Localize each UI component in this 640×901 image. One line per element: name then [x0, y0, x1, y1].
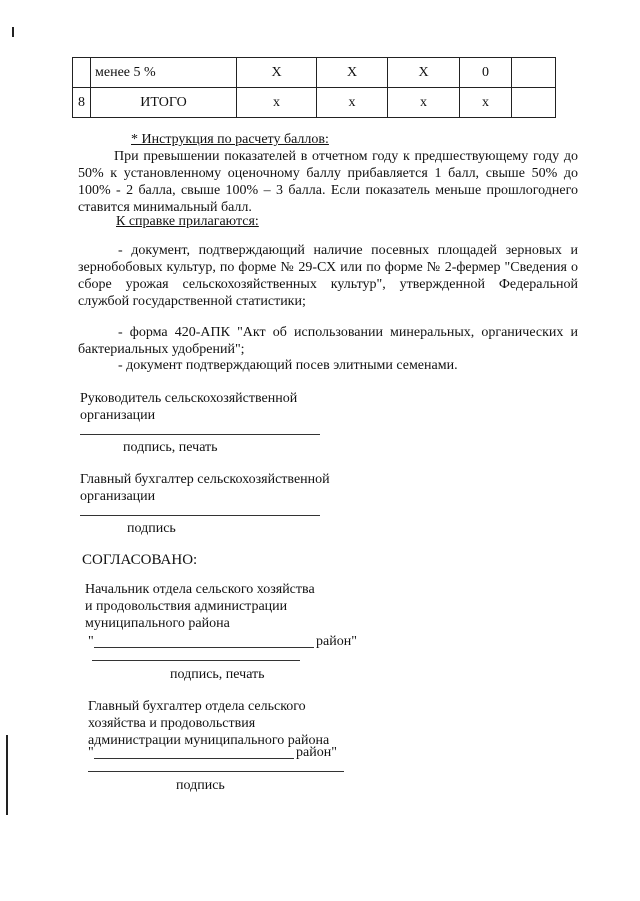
- scan-mark: [6, 735, 8, 815]
- accountant-title-org: организации: [80, 489, 156, 504]
- chief-title: и продовольствия администрации: [85, 599, 288, 614]
- acc-dept-title: администрации муниципального района: [88, 733, 330, 748]
- row-number: [73, 58, 91, 88]
- district-line: [94, 758, 294, 759]
- table-cell: X: [388, 58, 460, 88]
- results-table: [72, 57, 556, 118]
- table-cell: х: [460, 88, 512, 118]
- attachment-item: - форма 420-АПК "Акт об использовании минеральных, органических и бактериальных удобрений";: [78, 325, 578, 357]
- accountant-title: Главный бухгалтер сельскохозяйственной: [80, 472, 330, 487]
- district-label: район": [316, 634, 357, 649]
- row-label: ИТОГО: [91, 88, 237, 118]
- head-title-org: организации: [80, 408, 156, 423]
- signature-caption: подпись, печать: [170, 667, 265, 682]
- table-row: [73, 88, 556, 118]
- instruction-heading: * Инструкция по расчету баллов:: [131, 132, 329, 147]
- signature-caption: подпись: [176, 778, 225, 793]
- table-cell: х: [388, 88, 460, 118]
- district-line: [94, 647, 314, 648]
- table-cell: [512, 88, 556, 118]
- attachment-item: - документ, подтверждающий наличие посевных площадей зерновых и зернобобовых культур, по форме № 29-СХ или по форме № 2-фермер "Сведения о сборе урожая сельскохозяйственных культур", утвержденной Федеральной службой государственной статистики;: [78, 243, 578, 309]
- quote-mark: ": [88, 745, 94, 760]
- attachments-heading: К справке прилагаются:: [116, 214, 259, 229]
- instruction-text: При превышении показателей в отчетном году к предшествующему году до 50% к установленному оценочному баллу прибавляется 1 балл, свыше 50% до 100% - 2 балла, свыше 100% – 3 балла. Если показатель меньше прошлогоднего ставится минимальный балл.: [78, 149, 578, 215]
- table-cell: X: [237, 58, 317, 88]
- signature-caption: подпись, печать: [123, 440, 218, 455]
- approval-title: СОГЛАСОВАНО:: [82, 552, 198, 568]
- chief-title: Начальник отдела сельского хозяйства: [85, 582, 315, 597]
- acc-dept-title: Главный бухгалтер отдела сельского: [88, 699, 306, 714]
- row-number: 8: [73, 88, 91, 118]
- signature-line: [88, 771, 344, 772]
- attachment-item: - документ подтверждающий посев элитными семенами.: [118, 358, 458, 373]
- quote-mark: ": [88, 634, 94, 649]
- table-cell: X: [317, 58, 388, 88]
- acc-dept-title: хозяйства и продовольствия: [88, 716, 256, 731]
- chief-title: муниципального района: [85, 616, 230, 631]
- head-title: Руководитель сельскохозяйственной: [80, 391, 298, 406]
- table-row: [73, 58, 556, 88]
- signature-line: [92, 660, 300, 661]
- signature-caption: подпись: [127, 521, 176, 536]
- table-cell: [512, 58, 556, 88]
- scan-mark: [12, 27, 14, 37]
- signature-line: [80, 434, 320, 435]
- row-label: менее 5 %: [91, 58, 237, 88]
- table-cell: х: [237, 88, 317, 118]
- table-cell: 0: [460, 58, 512, 88]
- table-cell: х: [317, 88, 388, 118]
- district-label: район": [296, 745, 337, 760]
- signature-line: [80, 515, 320, 516]
